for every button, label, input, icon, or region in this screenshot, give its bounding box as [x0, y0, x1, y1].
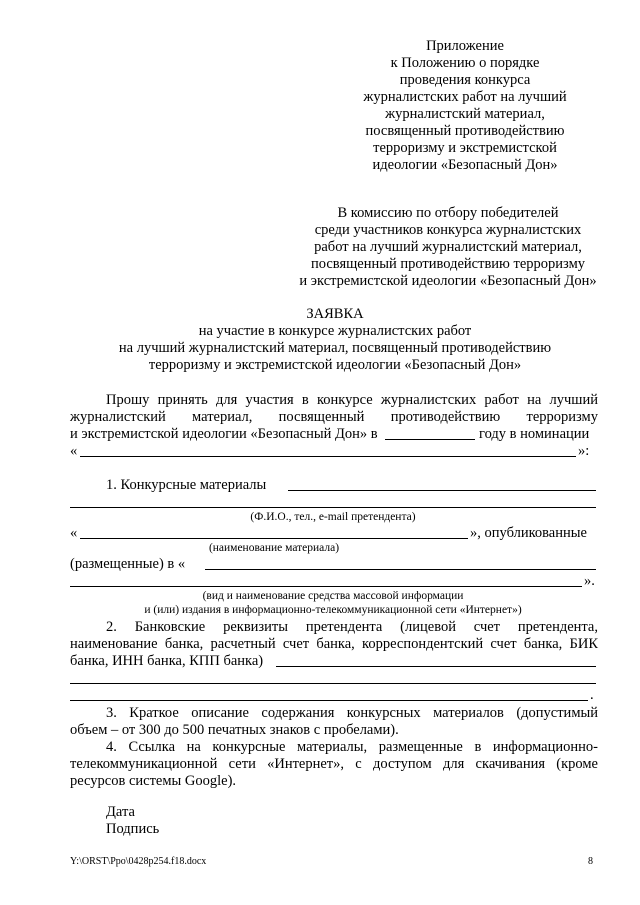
section3-line-1: 3. Краткое описание содержания конкурсных материалов (допустимый [106, 705, 598, 721]
intro-line-3a: и экстремистской идеологии «Безопасный Дон» в [70, 426, 378, 442]
nomination-field[interactable] [80, 456, 576, 457]
section2-line-1: 2. Банковские реквизиты претендента (лицевой счет претендента, [106, 619, 598, 635]
heading-line: на участие в конкурсе журналистских работ [198, 323, 472, 339]
placed-text: (размещенные) в « [70, 556, 186, 572]
bank-details-end: . [590, 687, 594, 703]
section3-line-2: объем – от 300 до 500 печатных знаков с пробелами). [70, 722, 399, 738]
bank-details-field-3[interactable] [70, 700, 588, 701]
bank-details-field-2[interactable] [70, 683, 596, 684]
addressee-block [290, 205, 606, 290]
caption-material: (наименование материала) [208, 542, 340, 554]
appendix-line: идеологии «Безопасный Дон» [372, 157, 558, 173]
heading-line: на лучший журналистский материал, посвященный противодействию [118, 340, 552, 356]
section4-line-2: телекоммуникационной сети «Интернет», с доступом для скачивания (кроме [70, 756, 598, 772]
footer-file-path: Y:\ORST\Ppo\0428p254.f18.docx [70, 856, 207, 867]
page-number: 8 [588, 856, 593, 867]
appendix-line: проведения конкурса [399, 72, 531, 88]
addressee-line: посвященный противодействию терроризму [310, 256, 585, 272]
intro-line-2: журналистский материал, посвященный противодействию терроризму [70, 409, 598, 425]
section2-line-2: наименование банка, расчетный счет банка, корреспондентский счет банка, БИК [70, 636, 598, 652]
addressee-line: среди участников конкурса журналистских [314, 222, 582, 238]
heading-line: терроризму и экстремистской идеологии «Безопасный Дон» [148, 357, 522, 373]
application-title: ЗАЯВКА [306, 306, 364, 322]
addressee-line: В комиссию по отбору победителей [337, 205, 559, 221]
date-label: Дата [106, 804, 135, 820]
intro-line-3b: году в номинации [479, 426, 590, 442]
material-name-field[interactable] [80, 538, 468, 539]
nomination-open-quote: « [70, 443, 78, 459]
section2-line-3: банка, ИНН банка, КПП банка) [70, 653, 264, 669]
appendix-block [340, 38, 590, 174]
intro-line-1: Прошу принять для участия в конкурсе журналистских работ на лучший [106, 392, 598, 408]
caption-fio: (Ф.И.О., тел., e-mail претендента) [250, 511, 416, 523]
fio-field[interactable] [70, 507, 596, 508]
appendix-line: к Положению о порядке [390, 55, 540, 71]
media-field-2[interactable] [70, 586, 582, 587]
appendix-line: Приложение [426, 38, 504, 54]
section4-line-3: ресурсов системы Google). [70, 773, 237, 789]
material-open-quote: « [70, 525, 78, 541]
appendix-line: журналистский материал, [385, 106, 545, 122]
bank-details-field-1[interactable] [276, 666, 596, 667]
year-field[interactable] [385, 439, 475, 440]
published-text: », опубликованные [470, 525, 587, 541]
section4-line-1: 4. Ссылка на конкурсные материалы, размещенные в информационно- [106, 739, 598, 755]
appendix-line: журналистских работ на лучший [363, 89, 567, 105]
media-end: ». [584, 573, 595, 589]
application-heading [70, 306, 600, 374]
addressee-line: и экстремистской идеологии «Безопасный Дон» [299, 273, 597, 289]
appendix-line: посвященный противодействию [365, 123, 565, 139]
caption-media-2: и (или) издания в информационно-телекоммуникационной сети «Интернет») [144, 604, 522, 616]
addressee-line: работ на лучший журналистский материал, [314, 239, 582, 255]
section1-label: 1. Конкурсные материалы [106, 477, 267, 493]
competition-materials-field[interactable] [288, 490, 596, 491]
appendix-line: терроризму и экстремистской [373, 140, 557, 156]
media-field-1[interactable] [205, 569, 596, 570]
caption-media-1: (вид и наименование средства массовой информации [202, 590, 464, 602]
nomination-close-quote: »: [578, 443, 590, 459]
signature-label: Подпись [106, 821, 160, 837]
